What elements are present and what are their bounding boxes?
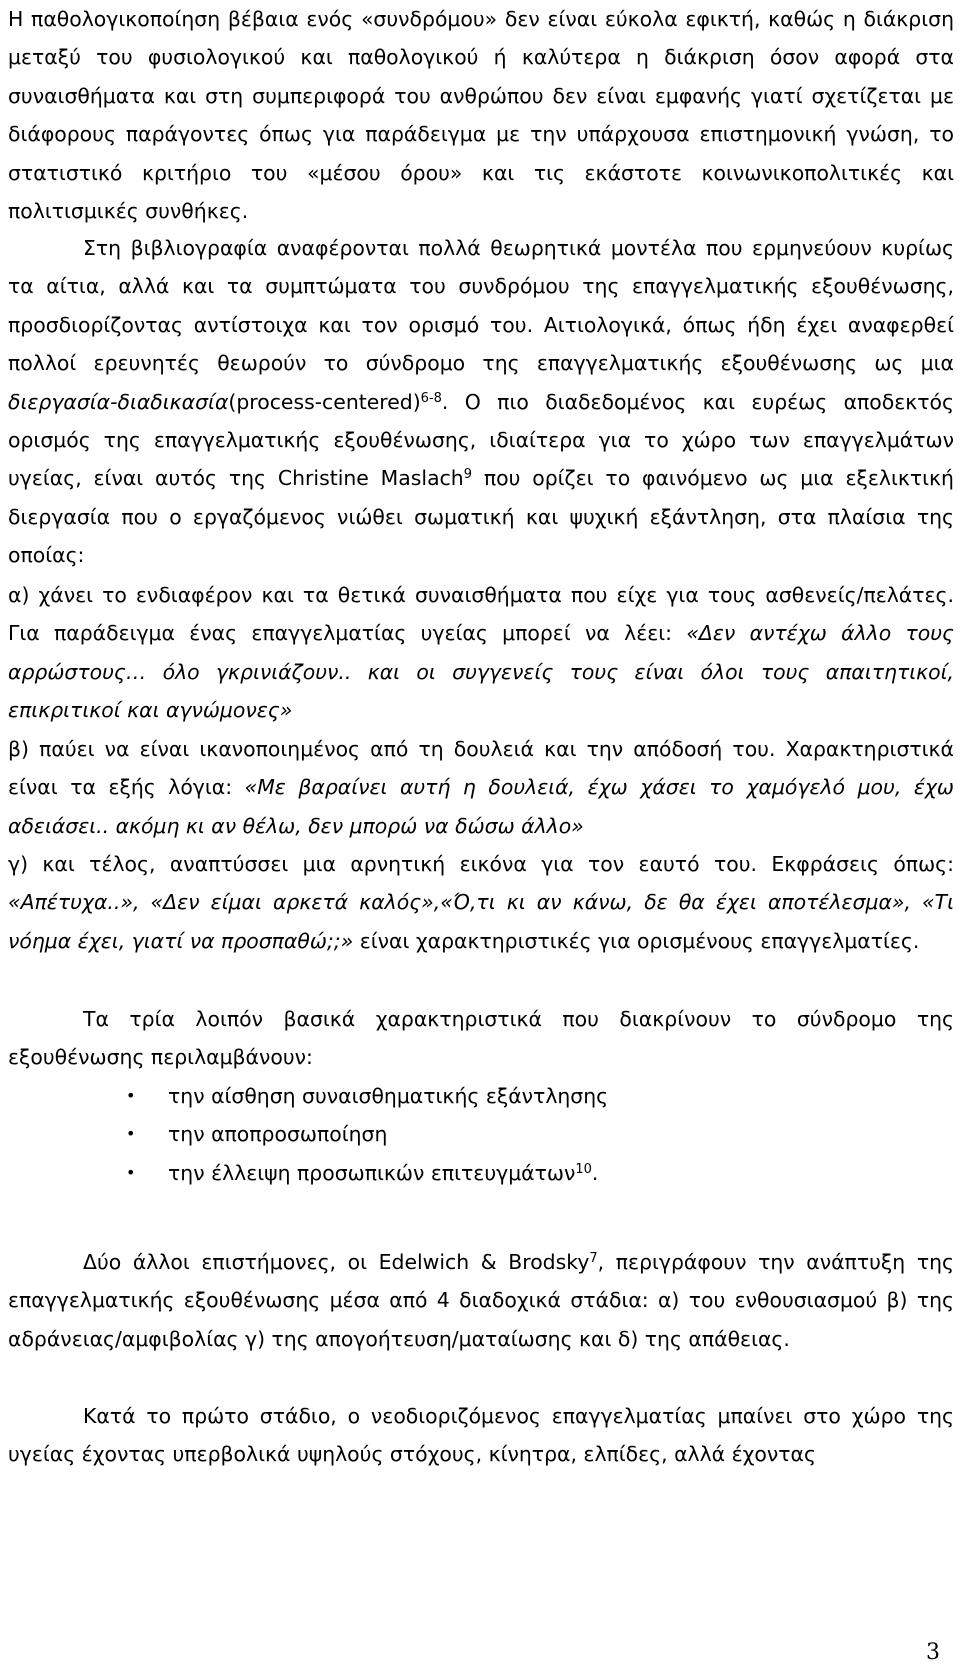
quote-italic: «Με βαραίνει αυτή η δουλειά, έχω χάσει το χαμόγελό μου, έχω αδειάσει.. ακόμη κι αν θέλω, δεν μπορώ να δώσω άλλο» bbox=[8, 775, 954, 838]
paragraph-pathologization: Η παθολογικοποίηση βέβαια ενός «συνδρόμου» δεν είναι εύκολα εφικτή, καθώς η διάκριση μεταξύ του φυσιολογικού και παθολογικού ή καλύτερα η διάκριση όσον αφορά στα συναισθήματα και στη συμπεριφορά του ανθρώπου δεν είναι εμφανής γιατί σχετίζεται με διάφορους παράγοντες όπως για παράδειγμα με την υπάρχουσα επιστημονική γνώση, το στατιστικό κριτήριο του «μέσου όρου» και τις εκάστοτε κοινωνικοπολιτικές και πολιτισμικές συνθήκες. bbox=[8, 7, 954, 224]
italic-term: διεργασία-διαδικασία bbox=[8, 389, 229, 414]
paragraph-item-a bbox=[8, 576, 954, 730]
text-run: β) παύει να είναι ικανοποιημένος από τη δουλειά και την απόδοσή του. Χαρακτηριστικά είναι τα εξής λόγια: bbox=[8, 737, 954, 800]
citation-superscript: 6-8 bbox=[420, 390, 442, 406]
list-item-text: την αίσθηση συναισθηματικής εξάντλησης bbox=[168, 1084, 609, 1108]
citation-superscript: 10 bbox=[575, 1161, 592, 1177]
text-run: είναι χαρακτηριστικές για ορισμένους επαγγελματίες. bbox=[353, 928, 920, 953]
list-item-text: την έλλειψη προσωπικών επιτευγμάτων bbox=[168, 1160, 576, 1185]
text-run: Στη βιβλιογραφία αναφέρονται πολλά θεωρητικά μοντέλα που ερμηνεύουν κυρίως τα αίτια, αλλά και τα συμπτώματα του συνδρόμου της επαγγελματικής εξουθένωσης, προσδιορίζοντας αντίστοιχα και τον ορισμό του. Αιτιολογικά, όπως ήδη έχει αναφερθεί πολλοί ερευνητές θεωρούν το σύνδρομο της επαγγελματικής εξουθένωσης ως μια bbox=[8, 236, 954, 376]
bullet-icon: • bbox=[126, 1162, 136, 1182]
paragraph-item-c bbox=[8, 845, 954, 960]
text-run: α) χάνει το ενδιαφέρον και τα θετικά συναισθήματα που είχε για τους ασθενείς/πελάτες. Για παράδειγμα ένας επαγγελματίας υγείας μπορεί να λέει: bbox=[8, 583, 954, 646]
bullet-list bbox=[8, 1077, 954, 1192]
text-run: Δύο άλλοι επιστήμονες, οι Edelwich & Brodsky bbox=[83, 1250, 590, 1274]
list-item-text: την αποπροσωποίηση bbox=[168, 1122, 388, 1147]
paragraph-item-b bbox=[8, 730, 954, 845]
paragraph-edelwich-brodsky bbox=[8, 1243, 954, 1358]
paragraph-literature-models bbox=[8, 229, 954, 575]
quote-italic: «Δεν αντέχω άλλο τους αρρώστους… όλο γκρινιάζουν.. και οι συγγενείς τους είναι όλοι τους απαιτητικοί, επικριτικοί και αγνώμονες» bbox=[8, 621, 954, 723]
list-item-text: . bbox=[591, 1160, 599, 1185]
paragraph-three-characteristics: Τα τρία λοιπόν βασικά χαρακτηριστικά που διακρίνουν το σύνδρομο της εξουθένωσης περιλαμβάνουν: bbox=[8, 1007, 954, 1070]
citation-superscript: 9 bbox=[463, 467, 472, 483]
bullet-icon: • bbox=[126, 1124, 136, 1144]
text-run: . Ο πιο διαδεδομένος και ευρέως αποδεκτός ορισμός της επαγγελματικής εξουθένωσης, ιδιαίτερα για το χώρο των επαγγελμάτων υγείας, είναι αυτός της Christine Maslach bbox=[8, 389, 954, 491]
page-number: 3 bbox=[926, 1640, 940, 1665]
list-item bbox=[8, 1077, 954, 1115]
citation-superscript: 7 bbox=[589, 1250, 598, 1266]
list-item bbox=[8, 1115, 954, 1153]
paragraph-first-stage: Κατά το πρώτο στάδιο, ο νεοδιοριζόμενος επαγγελματίας μπαίνει στο χώρο της υγείας έχοντας υπερβολικά υψηλούς στόχους, κίνητρα, ελπίδες, αλλά έχοντας bbox=[8, 1404, 954, 1467]
quote-italic: «Απέτυχα..», «Δεν είμαι αρκετά καλός»,«Ό,τι κι αν κάνω, δε θα έχει αποτέλεσμα», «Τι νόημα έχει, γιατί να προσπαθώ;;» bbox=[8, 890, 954, 953]
text-run: που ορίζει το φαινόμενο ως μια εξελικτική διεργασία που ο εργαζόμενος νιώθει σωματική και ψυχική εξάντληση, στα πλαίσια της οποίας: bbox=[8, 466, 954, 568]
bullet-icon: • bbox=[126, 1086, 136, 1105]
text-run: (process-centered) bbox=[228, 389, 421, 414]
list-item bbox=[8, 1154, 954, 1192]
text-run: γ) και τέλος, αναπτύσσει μια αρνητική εικόνα για τον εαυτό του. Εκφράσεις όπως: bbox=[8, 852, 954, 876]
text-run: , περιγράφουν την ανάπτυξη της επαγγελματικής εξουθένωσης μέσα από 4 διαδοχικά στάδια: α) του ενθουσιασμού β) της αδράνειας/αμφιβολίας γ) της απογοήτευση/ματαίωσης και δ) της απάθειας. bbox=[8, 1250, 954, 1351]
